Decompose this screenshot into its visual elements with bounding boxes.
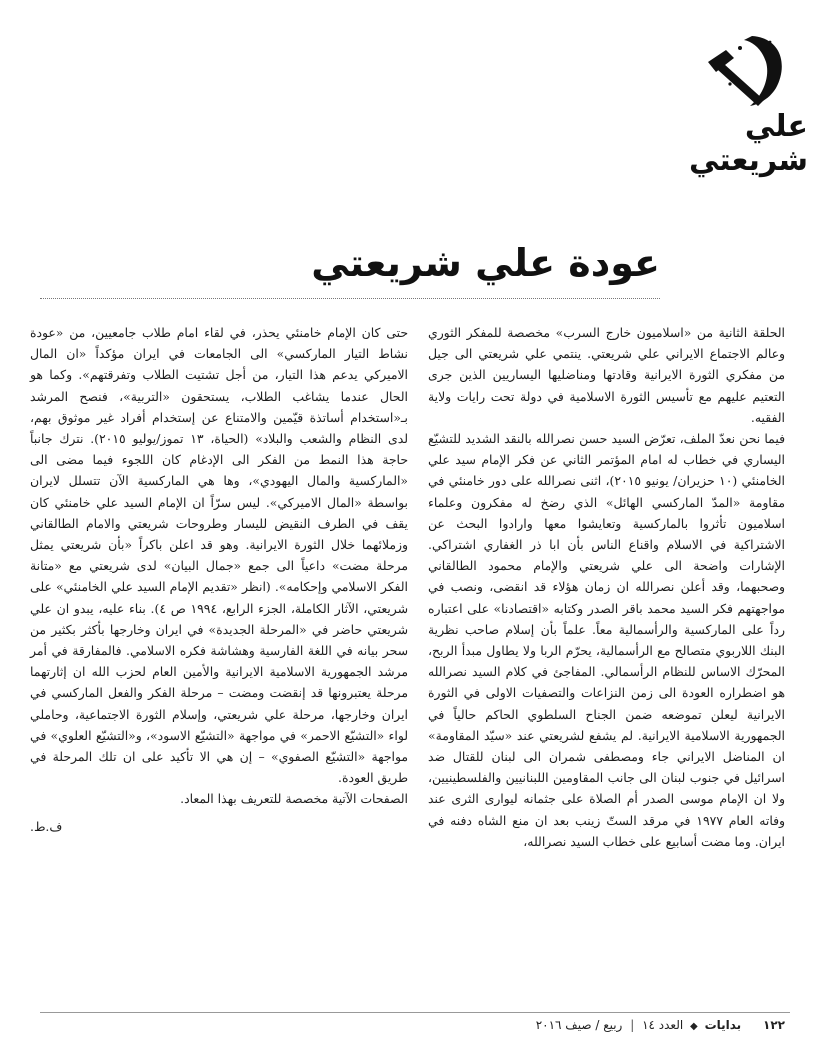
article-column-left [30, 322, 408, 837]
section-emblem [689, 28, 808, 178]
paragraph: فيما نحن نعدّ الملف، تعرّض السيد حسن نصرالله بالنقد الشديد للتشيّع اليساري في خطاب له امام المؤتمر الثاني عن فكر الإمام سيد علي الخامنئي (١٠ حزيران/ يونيو ٢٠١٥)، اثنى نصرالله على دور خامنئي في مقاومة «المدّ الماركسي الهائل» الذي رضخ له مفكرون وعلماء اسلاميون تأثروا بالماركسية وتعايشوا معها وارادوا البحث عن الاشتراكية في الاسلام واقناع الناس بأن ابا ذر الغفاري اشتراكي. الإشارات واضحة الى علي شريعتي والإمام محمود الطالقاني وصحبهما، وقد أعلن نصرالله ان زمان هؤلاء قد انقضى، ونصب في مواجهتهم فكر السيد محمد باقر الصدر وكتابه «اقتصادنا» على اعتباره رداً على الماركسية والرأسمالية معاً. علماً بأن إسلام صاحب نظرية البنك اللاربوي متصالح مع الرأسمالية، يحرّم الربا ولا يطاول مبدأ الربح، المحرّك الاساس للنظام الرأسمالي. المفاجئ في كلام السيد نصرالله هو اضطراره العودة الى زمن النزاعات والتصفيات الاولى في الثورة الايرانية ليعلن تموضعه ضمن الجناح السلطوي الحاكم حالياً في الجمهورية الاسلامية الايرانية. لم يشفع لشريعتي عند «سيّد المقاومة» ان المناضل الايراني جاء ومصطفى شمران الى لبنان للقتال ضد اسرائيل في جنوب لبنان الى جانب المقاومين اللبنانيين والفلسطينيين، ولا ان الإمام موسى الصدر أم الصلاة على جثمانه ليوارى الثرى عند وفاته العام ١٩٧٧ في مرقد الستّ زينب بعد ان منع الشاه دفنه في ايران. وما مضت أسابيع على خطاب السيد نصرالله، [428, 431, 785, 849]
closing-note: الصفحات الآتية مخصصة للتعريف بهذا المعاد. [180, 791, 408, 807]
page-number: ١٢٢ [763, 1018, 785, 1032]
title-divider [40, 298, 660, 299]
footer-divider [40, 1012, 790, 1013]
issue-number: العدد ١٤ [642, 1018, 684, 1032]
paragraph: الحلقة الثانية من «اسلاميون خارج السرب» مخصصة للمفكر الثوري وعالم الاجتماع الايراني علي شريعتي. ينتمي علي شريعتي الى جيل من مفكري الثورة الايرانية وقادتها ومناضليها اليساريين الذين جرى التعتيم عليهم مع تأسيس الثورة الاسلامية في دولة تحت رايات ولاية الفقيه. [428, 325, 785, 425]
author-signature: ف.ط. [30, 818, 63, 834]
article-column-right [428, 322, 785, 852]
issue-season: ربيع / صيف ٢٠١٦ [535, 1018, 623, 1032]
article-title: عودة علي شريعتي [311, 241, 660, 285]
paragraph: حتى كان الإمام خامنئي يحذر، في لقاء امام طلاب جامعيين، من «عودة نشاط التيار الماركسي» الى الجامعات في ايران مؤكداً «ان المال الاميركي يدعم هذا التيار، من أجل تشتيت الطلاب وتفرقتهم». وكما هو الحال عندما يشاغب الطلاب، يستحقون «التربية»، فنصح المرشد بـ«استخدام أساتذة قيّمين والامتناع عن إستخدام أفراد غير موثوق بهم، لدى النظام والشعب والبلاد» (الحياة، ١٣ تموز/يوليو ٢٠١٥). نترك جانباً حاجة هذا النمط من الفكر الى الإدغام كان اللجوء فيما مضى الى «الماركسية والمال اليهودي»، وها هي الماركسية الآن تتسلل لايران بواسطة «المال الاميركي». ليس سرّاً ان الإمام السيد علي خامنئي كان يقف في الطرف النقيض لليسار وطروحات شريعتي والامام الطالقاني وزملائهما خلال الثورة الايرانية. وهو قد اعلن باكراً «بأن شريعتي يمثل مرحلة مضت» داعياً الى جمع «جمال البيان» لدى شريعتي مع «متانة الفكر الاسلامي وإحكامه». (انظر «تقديم الإمام السيد علي الخامنئي» على شريعتي، الآثار الكاملة، الجزء الرابع، ١٩٩٤ ص ٤). بناء عليه، يبدو ان علي شريعتي حاضر في «المرحلة الجديدة» في ايران وخارجها بأكثر بكثير من سحر بيانه في اللغة الفارسية وهشاشة فكره الاسلامي. فالمفارقة في أمر مرشد الجمهورية الاسلامية الايرانية والأمين العام لحزب الله ان إثارتهما مرحلة يعتبرونها قد إنقضت ومضت – مرحلة الفكر والفعل الماركسي في ايران وخارجها، مرحلة علي شريعتي، وإسلام الثورة الاجتماعية، وحاملي لواء «التشيّع الاحمر» في مواجهة «التشيّع الاسود»، و«التشيّع العلوي» في مواجهة «التشيّع الصفوي» – إن هي الا تأكيد على ان تلك المرحلة في طريق العودة. [30, 325, 408, 786]
magazine-name: بدايات [704, 1018, 742, 1032]
hammer-sickle-icon [700, 28, 790, 108]
page-footer [536, 1018, 785, 1032]
diamond-icon: ◆ [690, 1021, 698, 1032]
emblem-caption: علي شريعتي [689, 109, 808, 178]
separator: | [630, 1018, 635, 1032]
